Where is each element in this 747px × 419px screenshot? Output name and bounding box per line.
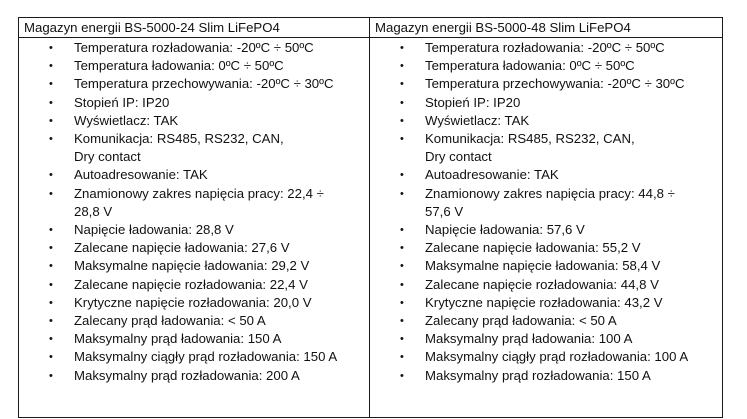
left-spec-item xyxy=(19,185,369,221)
bullet-icon: • xyxy=(400,224,404,237)
spec-item-text: Komunikacja: RS485, RS232, CAN, Dry contact xyxy=(425,131,635,165)
bullet-icon: • xyxy=(400,296,404,309)
spec-item-text: Znamionowy zakres napięcia pracy: 44,8 ÷ 57,6 V xyxy=(425,185,675,219)
bullet-icon: • xyxy=(49,78,53,91)
spec-item-text: Zalecane napięcie rozładowania: 22,4 V xyxy=(74,276,308,292)
right-spec-item xyxy=(370,312,722,330)
left-spec-item xyxy=(19,94,369,112)
spec-item-text: Temperatura ładowania: 0ºC ÷ 50ºC xyxy=(74,58,284,74)
spec-item-text: Znamionowy zakres napięcia pracy: 22,4 ÷ 28,8 V xyxy=(74,185,324,219)
bullet-icon: • xyxy=(49,169,53,182)
bullet-icon: • xyxy=(49,351,53,364)
spec-item-text: Temperatura przechowywania: -20ºC ÷ 30ºC xyxy=(74,76,334,92)
bullet-icon: • xyxy=(400,315,404,328)
spec-item-text: Maksymalny prąd ładowania: 100 A xyxy=(425,331,633,347)
right-spec-cell xyxy=(370,38,723,418)
bullet-icon: • xyxy=(400,333,404,346)
right-spec-item xyxy=(370,276,722,294)
spec-item-text: Napięcie ładowania: 57,6 V xyxy=(425,222,585,238)
left-spec-item xyxy=(19,348,369,366)
bullet-icon: • xyxy=(400,169,404,182)
bullet-icon: • xyxy=(49,133,53,146)
left-spec-item xyxy=(19,130,369,166)
spec-item-text: Napięcie ładowania: 28,8 V xyxy=(74,222,234,238)
bullet-icon: • xyxy=(400,114,404,127)
right-spec-item xyxy=(370,221,722,239)
bullet-icon: • xyxy=(49,242,53,255)
spec-item-text: Wyświetlacz: TAK xyxy=(425,112,530,128)
left-spec-item xyxy=(19,294,369,312)
spec-item-text: Temperatura rozładowania: -20ºC ÷ 50ºC xyxy=(74,40,314,55)
spec-item-text: Komunikacja: RS485, RS232, CAN, Dry contact xyxy=(74,131,284,165)
spec-item-text: Maksymalne napięcie ładowania: 29,2 V xyxy=(74,258,310,274)
bullet-icon: • xyxy=(400,351,404,364)
left-spec-item xyxy=(19,166,369,184)
left-spec-item xyxy=(19,112,369,130)
bullet-icon: • xyxy=(49,96,53,109)
spec-item-text: Stopień IP: IP20 xyxy=(425,94,521,110)
right-spec-item xyxy=(370,185,722,221)
bullet-icon: • xyxy=(49,187,53,200)
bullet-icon: • xyxy=(49,114,53,127)
bullet-icon: • xyxy=(400,78,404,91)
spec-comparison-table xyxy=(18,17,723,418)
spec-item-text: Temperatura przechowywania: -20ºC ÷ 30ºC xyxy=(425,76,685,92)
bullet-icon: • xyxy=(400,133,404,146)
right-spec-item xyxy=(370,348,722,366)
right-column-title: Magazyn energii BS-5000-48 Slim LiFePO4 xyxy=(370,18,723,38)
right-spec-item xyxy=(370,75,722,93)
right-spec-item xyxy=(370,94,722,112)
left-spec-item xyxy=(19,330,369,348)
bullet-icon: • xyxy=(49,260,53,273)
right-spec-item xyxy=(370,112,722,130)
spec-item-text: Maksymalne napięcie ładowania: 58,4 V xyxy=(425,258,661,274)
bullet-icon: • xyxy=(400,60,404,73)
left-spec-item xyxy=(19,39,369,57)
spec-item-text: Maksymalny ciągły prąd rozładowania: 100 A xyxy=(425,349,689,365)
bullet-icon: • xyxy=(49,296,53,309)
spec-item-text: Maksymalny prąd rozładowania: 150 A xyxy=(425,367,651,383)
spec-item-text: Wyświetlacz: TAK xyxy=(74,112,179,128)
bullet-icon: • xyxy=(400,369,404,382)
left-spec-item xyxy=(19,276,369,294)
bullet-icon: • xyxy=(49,333,53,346)
left-spec-item xyxy=(19,257,369,275)
spec-item-text: Krytyczne napięcie rozładowania: 43,2 V xyxy=(425,294,663,310)
left-spec-item xyxy=(19,312,369,330)
table-header-row xyxy=(19,18,723,38)
right-spec-item xyxy=(370,130,722,166)
bullet-icon: • xyxy=(49,224,53,237)
bullet-icon: • xyxy=(400,242,404,255)
table-body-row xyxy=(19,38,723,418)
left-spec-list xyxy=(19,39,369,385)
spec-item-text: Zalecane napięcie ładowania: 55,2 V xyxy=(425,240,641,256)
spec-item-text: Autoadresowanie: TAK xyxy=(425,167,559,183)
right-spec-item xyxy=(370,39,722,57)
right-spec-list xyxy=(370,39,722,385)
left-spec-item xyxy=(19,75,369,93)
left-spec-item xyxy=(19,239,369,257)
left-spec-item xyxy=(19,57,369,75)
spec-item-text: Zalecany prąd ładowania: < 50 A xyxy=(74,313,266,329)
bullet-icon: • xyxy=(49,369,53,382)
left-spec-item xyxy=(19,367,369,385)
spec-item-text: Maksymalny ciągły prąd rozładowania: 150 A xyxy=(74,349,338,365)
spec-item-text: Zalecane napięcie rozładowania: 44,8 V xyxy=(425,276,659,292)
bullet-icon: • xyxy=(49,60,53,73)
right-spec-item xyxy=(370,330,722,348)
bullet-icon: • xyxy=(400,96,404,109)
spec-item-text: Temperatura ładowania: 0ºC ÷ 50ºC xyxy=(425,58,635,74)
spec-item-text: Temperatura rozładowania: -20ºC ÷ 50ºC xyxy=(425,40,665,55)
bullet-icon: • xyxy=(400,260,404,273)
spec-item-text: Stopień IP: IP20 xyxy=(74,94,170,110)
right-spec-item xyxy=(370,57,722,75)
spec-item-text: Zalecane napięcie ładowania: 27,6 V xyxy=(74,240,290,256)
spec-item-text: Krytyczne napięcie rozładowania: 20,0 V xyxy=(74,294,312,310)
right-spec-item xyxy=(370,239,722,257)
bullet-icon: • xyxy=(400,187,404,200)
right-spec-item xyxy=(370,257,722,275)
spec-item-text: Zalecany prąd ładowania: < 50 A xyxy=(425,313,617,329)
left-spec-cell xyxy=(19,38,370,418)
spec-item-text: Maksymalny prąd ładowania: 150 A xyxy=(74,331,282,347)
right-spec-item xyxy=(370,294,722,312)
right-spec-item xyxy=(370,166,722,184)
bullet-icon: • xyxy=(49,278,53,291)
left-column-title: Magazyn energii BS-5000-24 Slim LiFePO4 xyxy=(19,18,370,38)
right-spec-item xyxy=(370,367,722,385)
bullet-icon: • xyxy=(400,278,404,291)
left-spec-item xyxy=(19,221,369,239)
bullet-icon: • xyxy=(400,42,404,54)
spec-item-text: Autoadresowanie: TAK xyxy=(74,167,208,183)
spec-item-text: Maksymalny prąd rozładowania: 200 A xyxy=(74,367,300,383)
bullet-icon: • xyxy=(49,315,53,328)
bullet-icon: • xyxy=(49,42,53,54)
